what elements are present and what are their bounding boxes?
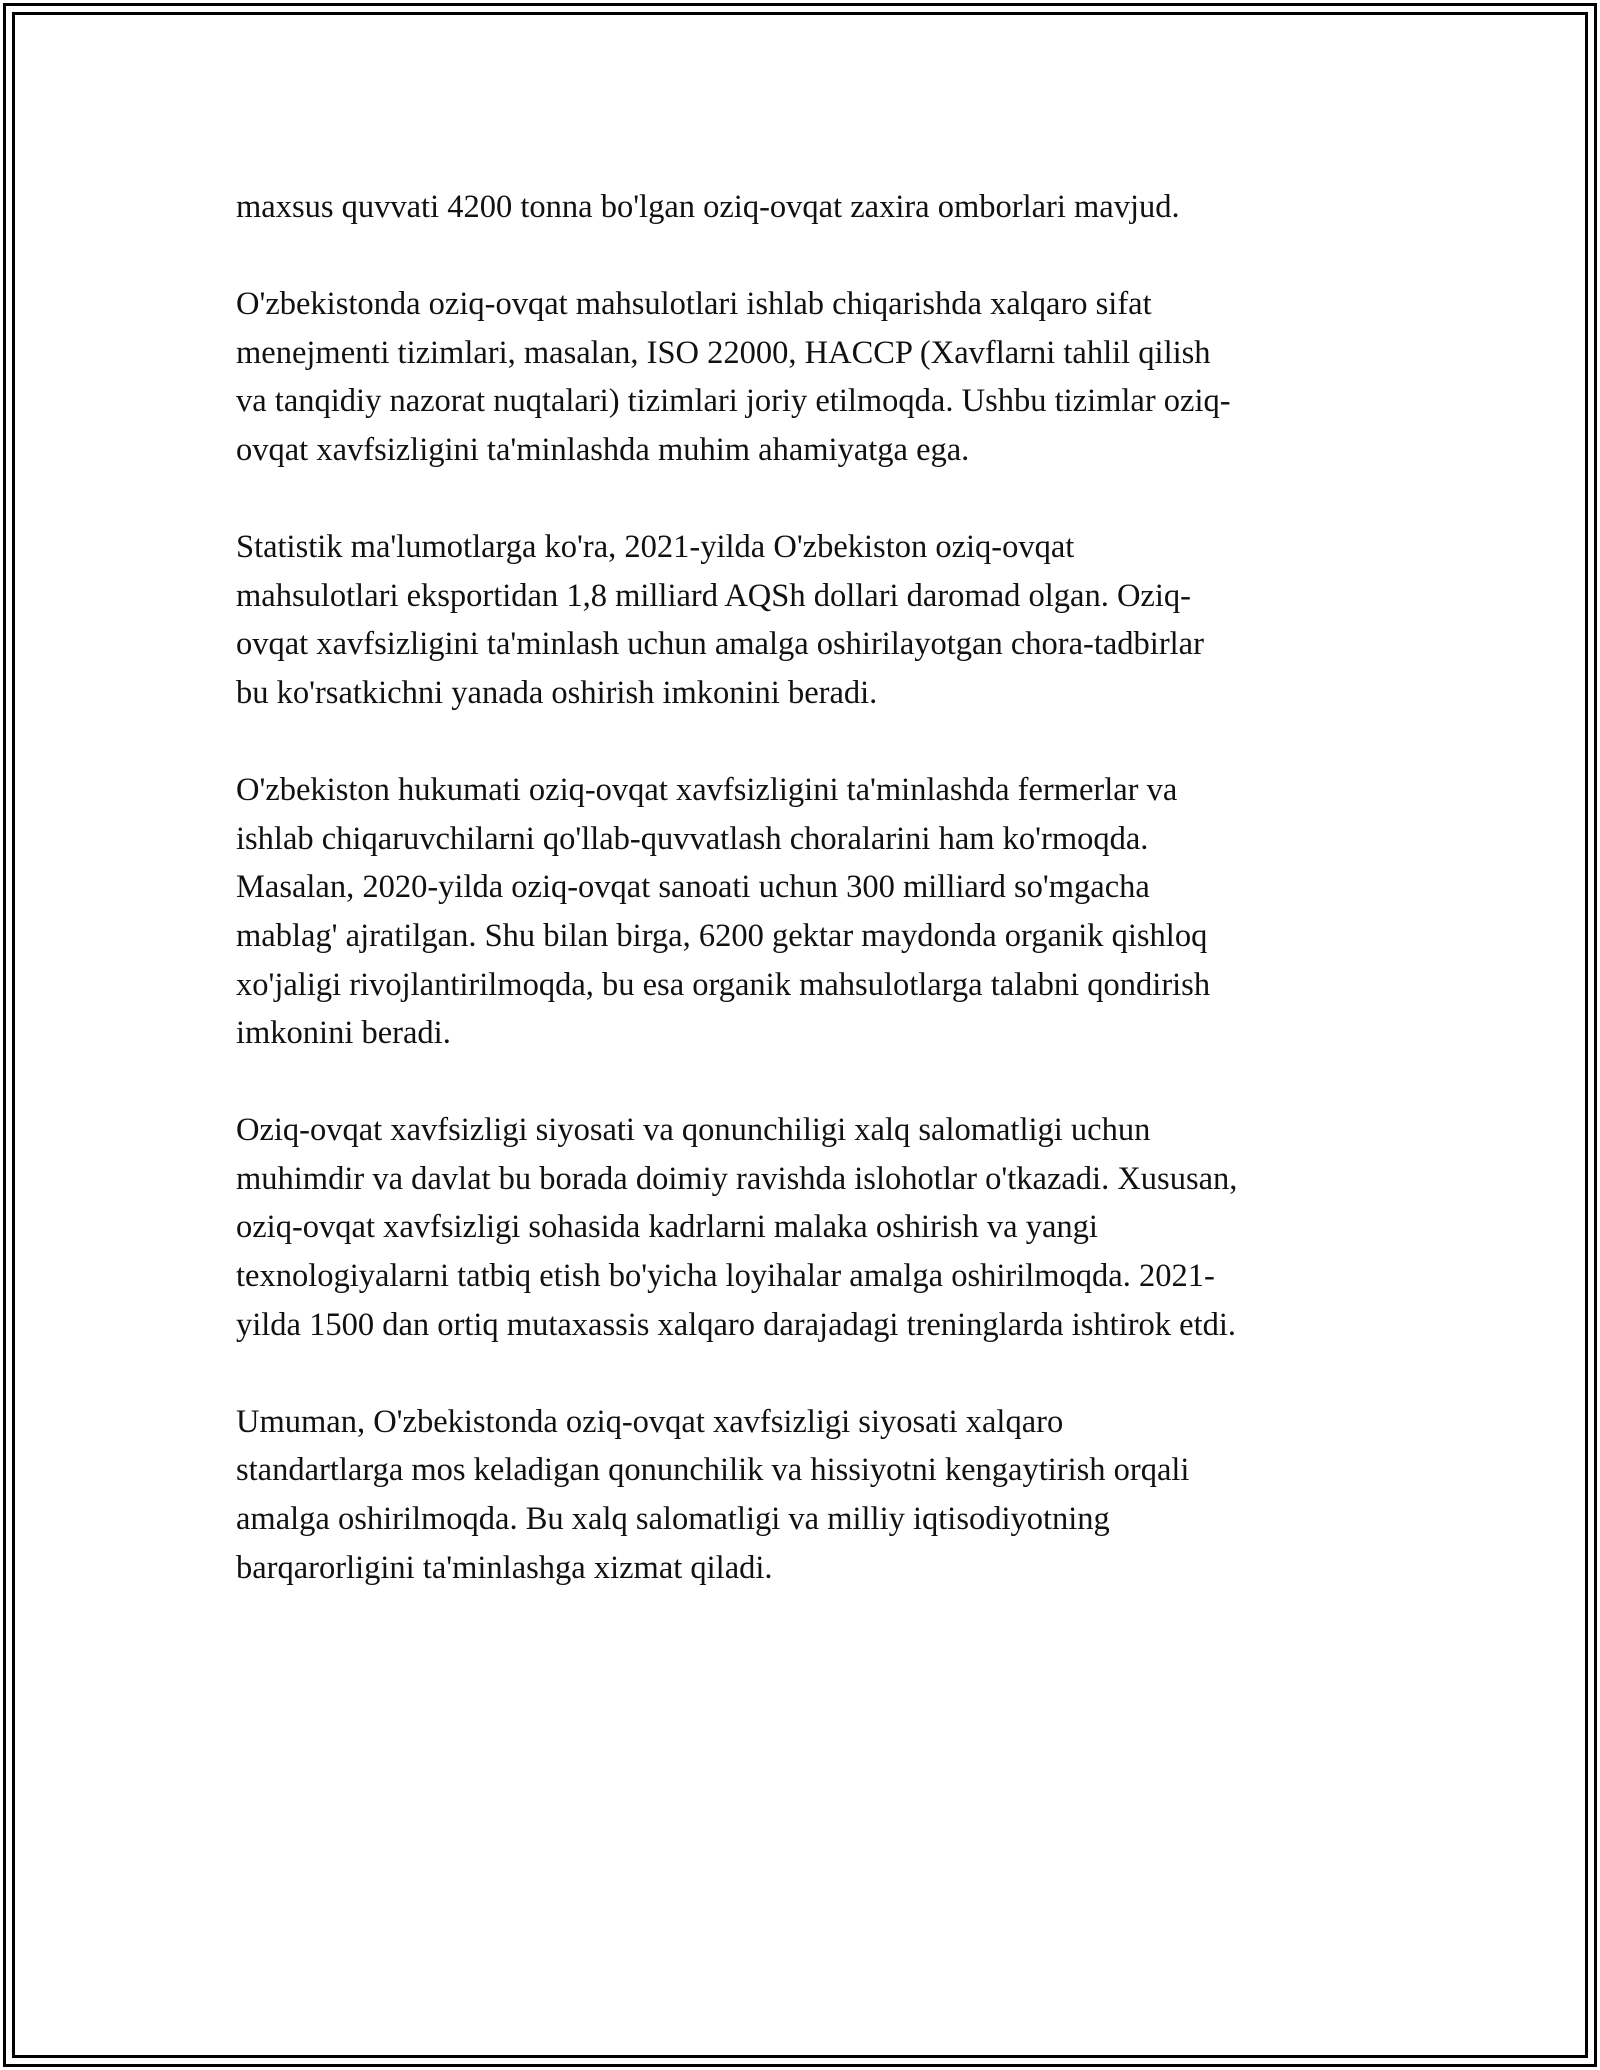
paragraph-2 — [236, 280, 1386, 474]
paragraph-5 — [236, 1106, 1386, 1349]
text-line: menejmenti tizimlari, masalan, ISO 22000, HACCP (Xavflarni tahlil qilish — [236, 334, 1211, 371]
text-line: ishlab chiqaruvchilarni qo'llab-quvvatlash choralarini ham ko'rmoqda. — [236, 820, 1149, 857]
text-line: yilda 1500 dan ortiq mutaxassis xalqaro darajadagi treninglarda ishtirok etdi. — [236, 1306, 1237, 1343]
text-line: Oziq-ovqat xavfsizligi siyosati va qonunchiligi xalq salomatligi uchun — [236, 1112, 1151, 1149]
text-line: xo'jaligi rivojlantirilmoqda, bu esa organik mahsulotlarga talabni qondirish — [236, 966, 1211, 1003]
text-line: O'zbekistonda oziq-ovqat mahsulotlari ishlab chiqarishda xalqaro sifat — [236, 286, 1152, 323]
text-line: texnologiyalarni tatbiq etish bo'yicha loyihalar amalga oshirilmoqda. 2021- — [236, 1258, 1215, 1295]
text-line: va tanqidiy nazorat nuqtalari) tizimlari joriy etilmoqda. Ushbu tizimlar oziq- — [236, 383, 1231, 420]
text-line: amalga oshirilmoqda. Bu xalq salomatligi va milliy iqtisodiyotning — [236, 1501, 1110, 1538]
text-line: mablag' ajratilgan. Shu bilan birga, 6200 gektar maydonda organik qishloq — [236, 917, 1208, 954]
text-line: Umuman, O'zbekistonda oziq-ovqat xavfsizligi siyosati xalqaro — [236, 1403, 1064, 1440]
text-line: imkonini beradi. — [236, 1015, 451, 1052]
text-line: barqarorligini ta'minlashga xizmat qiladi. — [236, 1549, 773, 1586]
text-line: ovqat xavfsizligini ta'minlash uchun amalga oshirilayotgan chora-tadbirlar — [236, 626, 1204, 663]
text-line: bu ko'rsatkichni yanada oshirish imkonini beradi. — [236, 674, 878, 711]
text-line: Statistik ma'lumotlarga ko'ra, 2021-yilda O'zbekiston oziq-ovqat — [236, 529, 1075, 566]
paragraph-3 — [236, 523, 1386, 717]
text-line: muhimdir va davlat bu borada doimiy ravishda islohotlar o'tkazadi. Xususan, — [236, 1160, 1238, 1197]
paragraph-6 — [236, 1398, 1386, 1592]
text-line: maxsus quvvati 4200 tonna bo'lgan oziq-ovqat zaxira omborlari mavjud. — [236, 189, 1180, 225]
text-line: Masalan, 2020-yilda oziq-ovqat sanoati uchun 300 milliard so'mgacha — [236, 869, 1150, 906]
paragraph-1 — [236, 183, 1386, 232]
text-line: mahsulotlari eksportidan 1,8 milliard AQSh dollari daromad olgan. Oziq- — [236, 577, 1191, 614]
text-line: O'zbekiston hukumati oziq-ovqat xavfsizligini ta'minlashda fermerlar va — [236, 772, 1178, 809]
text-line: ovqat xavfsizligini ta'minlashda muhim ahamiyatga ega. — [236, 431, 970, 468]
document-body — [236, 183, 1386, 1641]
paragraph-4 — [236, 766, 1386, 1058]
text-line: standartlarga mos keladigan qonunchilik va hissiyotni kengaytirish orqali — [236, 1452, 1190, 1489]
text-line: oziq-ovqat xavfsizligi sohasida kadrlarni malaka oshirish va yangi — [236, 1209, 1098, 1246]
